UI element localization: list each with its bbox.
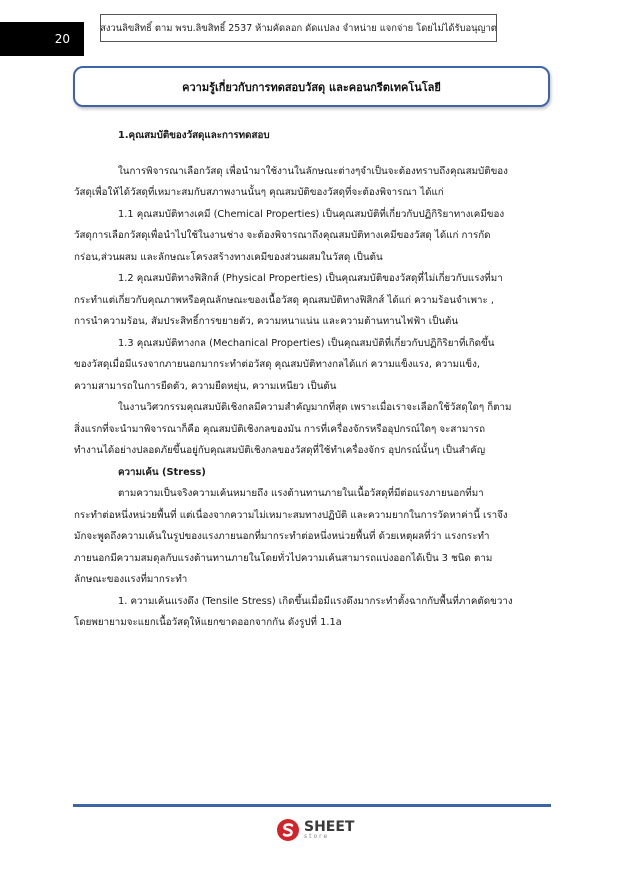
paragraph-line: วัสดุการเลือกวัสดุเพื่อนำไปใช้ในงานช่าง จะต้องพิจารณาถึงคุณสมบัติทางเคมีของวัสดุ ได้แก่ การกัด xyxy=(74,230,491,241)
paragraph-line: ตามความเป็นจริงความเค้นหมายถึง แรงต้านทานภายในเนื้อวัสดุที่มีต่อแรงภายนอกที่มา xyxy=(118,488,484,499)
paragraph-line: กระทำแต่เกี่ยวกับคุณภาพหรือคุณลักษณะของเนื้อวัสดุ คุณสมบัติทางฟิสิกส์ ได้แก่ ความร้อนจำเพาะ , xyxy=(74,294,494,306)
section-heading: 1.คุณสมบัติของวัสดุและการทดสอบ xyxy=(118,130,270,141)
paragraph-line: มักจะพูดถึงความเค้นในรูปของแรงภายนอกที่มากระทำต่อหนึ่งหน่วยพื้นที่ ด้วยเหตุผลที่ว่า แรงกระทำ xyxy=(74,531,490,542)
paragraph-line: ภายนอกมีความสมดุลกับแรงต้านทานภายในโดยทั่วไปความเค้นสามารถแบ่งออกได้เป็น 3 ชนิด ตาม xyxy=(74,552,493,564)
page-title: ความรู้เกี่ยวกับการทดสอบวัสดุ และคอนกรีตเทคโนโลยี xyxy=(73,66,550,107)
document-body xyxy=(74,125,551,634)
logo-text: SHEET xyxy=(304,819,355,835)
paragraph-line: กระทำต่อหนึ่งหน่วยพื้นที่ แต่เนื่องจากความไม่เหมาะสมทางปฏิบัติ และความยากในการวัดหาค่านี้ เราจึง xyxy=(74,509,508,521)
paragraph-line: ความสามารถในการยืดตัว, ความยืดหยุ่น, ความเหนียว เป็นต้น xyxy=(74,380,337,392)
paragraph-line: ของวัสดุเมื่อมีแรงจากภายนอกมากระทำต่อวัสดุ คุณสมบัติทางกลได้แก่ ความแข็งแรง, ความแข็ง, xyxy=(74,359,480,370)
paragraph-line: โดยพยายามจะแยกเนื้อวัสดุให้แยกขาดออกจากกัน ดังรูปที่ 1.1a xyxy=(74,617,342,628)
page-number: 20 xyxy=(0,22,84,56)
paragraph-line: ลักษณะของแรงที่มากระทำ xyxy=(74,574,188,585)
paragraph-line: ทำงานได้อย่างปลอดภัยขึ้นอยู่กับคุณสมบัติเชิงกลของวัสดุที่ใช้ทำเครื่องจักร อุปกรณ์นั้นๆ เป็นสำคัญ xyxy=(74,445,486,456)
logo-s-icon xyxy=(276,818,300,842)
copyright-notice: สงวนลิขสิทธิ์ ตาม พรบ.ลิขสิทธิ์ 2537 ห้ามคัดลอก ดัดแปลง จำหน่าย แจกจ่าย โดยไม่ได้รับอนุญาต xyxy=(100,14,497,42)
paragraph-line: 1. ความเค้นแรงดึง (Tensile Stress) เกิดขึ้นเมื่อมีแรงดึงมากระทำตั้งฉากกับพื้นที่ภาคตัดขวาง xyxy=(118,595,513,607)
paragraph-line: 1.1 คุณสมบัติทางเคมี (Chemical Properties) เป็นคุณสมบัติที่เกี่ยวกับปฏิกิริยาทางเคมีของ xyxy=(118,208,505,220)
paragraph-line: ในงานวิศวกรรมคุณสมบัติเชิงกลมีความสำคัญมากที่สุด เพราะเมื่อเราจะเลือกใช้วัสดุใดๆ ก็ตาม xyxy=(118,402,512,413)
paragraph-line: การนำความร้อน, สัมประสิทธิ์การขยายตัว, ความหนาแน่น และความต้านทานไฟฟ้า เป็นต้น xyxy=(74,316,459,327)
footer-divider xyxy=(73,804,551,807)
paragraph-line: 1.2 คุณสมบัติทางฟิสิกส์ (Physical Properties) เป็นคุณสมบัติของวัสดุที่ไม่เกี่ยวกับแรงที่มา xyxy=(118,273,503,284)
sheet-store-logo xyxy=(276,818,354,842)
paragraph-line: วัสดุเพื่อให้ได้วัสดุที่เหมาะสมกับสภาพงานนั้นๆ คุณสมบัติของวัสดุที่จะต้องพิจารณา ได้แก่ xyxy=(74,187,444,198)
paragraph-line: กร่อน,ส่วนผสม และลักษณะโครงสร้างทางเคมีของส่วนผสมในวัสดุ เป็นต้น xyxy=(74,251,383,263)
paragraph-line: 1.3 คุณสมบัติทางกล (Mechanical Properties) เป็นคุณสมบัติที่เกี่ยวกับปฏิกิริยาที่เกิดขึ้น xyxy=(118,337,495,349)
logo-subtext: store xyxy=(304,833,330,840)
paragraph-line: ในการพิจารณาเลือกวัสดุ เพื่อนำมาใช้งานในลักษณะต่างๆจำเป็นจะต้องทราบถึงคุณสมบัติของ xyxy=(118,165,508,177)
paragraph-line: สิ่งแรกที่จะนำมาพิจารณาก็คือ คุณสมบัติเชิงกลของมัน การที่เครื่องจักรหรืออุปกรณ์ใดๆ จะสามารถ xyxy=(74,423,485,435)
stress-heading: ความเค้น (Stress) xyxy=(118,466,206,478)
